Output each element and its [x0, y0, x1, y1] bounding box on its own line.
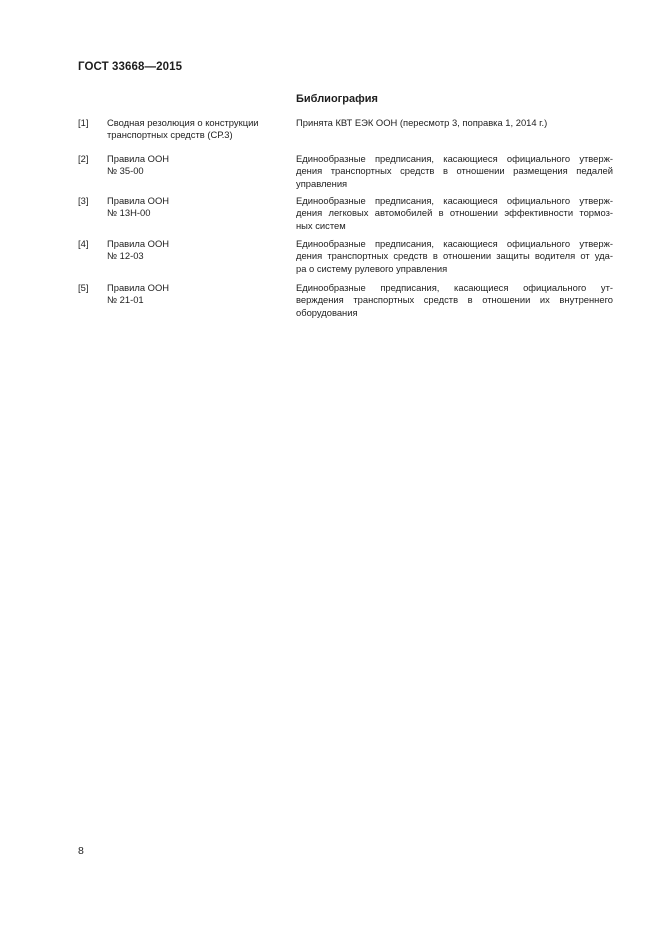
entry-description-line: дения транспортных средств в отношении размещения педалей	[296, 165, 613, 177]
entry-description-line: оборудования	[296, 306, 358, 318]
entry-description	[296, 195, 613, 232]
entry-source-line: транспортных средств (СР.3)	[107, 129, 233, 141]
entry-source-line: Сводная резолюция о конструкции	[107, 117, 259, 128]
entry-source	[107, 117, 287, 142]
entry-description	[296, 238, 613, 275]
entry-description-line: ных систем	[296, 219, 346, 231]
entry-description	[296, 153, 613, 190]
entry-source	[107, 195, 287, 220]
entry-description-line: Единообразные предписания, касающиеся официального утверж-	[296, 195, 613, 206]
entry-description-line: дения транспортных средств в отношении защиты водителя от уда-	[296, 250, 613, 262]
entry-description-line: Единообразные предписания, касающиеся официального утверж-	[296, 153, 613, 164]
entry-source	[107, 238, 287, 263]
bibliography-entry-1	[78, 117, 618, 153]
entry-number: [5]	[78, 282, 89, 293]
entry-description-line: дения легковых автомобилей в отношении эффективности тормоз-	[296, 207, 613, 219]
entry-number: [4]	[78, 238, 89, 249]
entry-number: [2]	[78, 153, 89, 164]
entry-description-line: управления	[296, 177, 348, 189]
entry-source-line: Правила ООН	[107, 153, 170, 164]
entry-description	[296, 117, 613, 129]
entry-source	[107, 153, 287, 178]
entry-number: [3]	[78, 195, 89, 206]
entry-description-line: ра о систему рулевого управления	[296, 262, 448, 274]
bibliography-entry-5	[78, 282, 618, 322]
entry-source-line: Правила ООН	[107, 282, 170, 293]
entry-description-line: Единообразные предписания, касающиеся официального утверж-	[296, 238, 613, 249]
entry-source-line: № 12-03	[107, 250, 144, 262]
entry-source-line: № 21-01	[107, 294, 144, 306]
document-code-header: ГОСТ 33668—2015	[78, 61, 183, 73]
page-number: 8	[78, 845, 84, 857]
entry-number: [1]	[78, 117, 89, 128]
entry-source-line: № 35-00	[107, 165, 144, 177]
entry-source-line: Правила ООН	[107, 195, 170, 206]
bibliography-entry-4	[78, 238, 618, 282]
entry-source-line: Правила ООН	[107, 238, 170, 249]
bibliography-entry-3	[78, 195, 618, 238]
bibliography-list	[78, 117, 618, 322]
entry-source	[107, 282, 287, 307]
bibliography-title: Библиография	[296, 93, 378, 105]
entry-description-line: верждения транспортных средств в отношении их внутреннего	[296, 294, 613, 306]
bibliography-entry-2	[78, 153, 618, 195]
entry-description-line: Принята КВТ ЕЭК ООН (пересмотр 3, поправка 1, 2014 г.)	[296, 117, 548, 128]
entry-description	[296, 282, 613, 319]
entry-description-line: Единообразные предписания, касающиеся официального ут-	[296, 282, 613, 293]
entry-source-line: № 13Н-00	[107, 207, 151, 219]
